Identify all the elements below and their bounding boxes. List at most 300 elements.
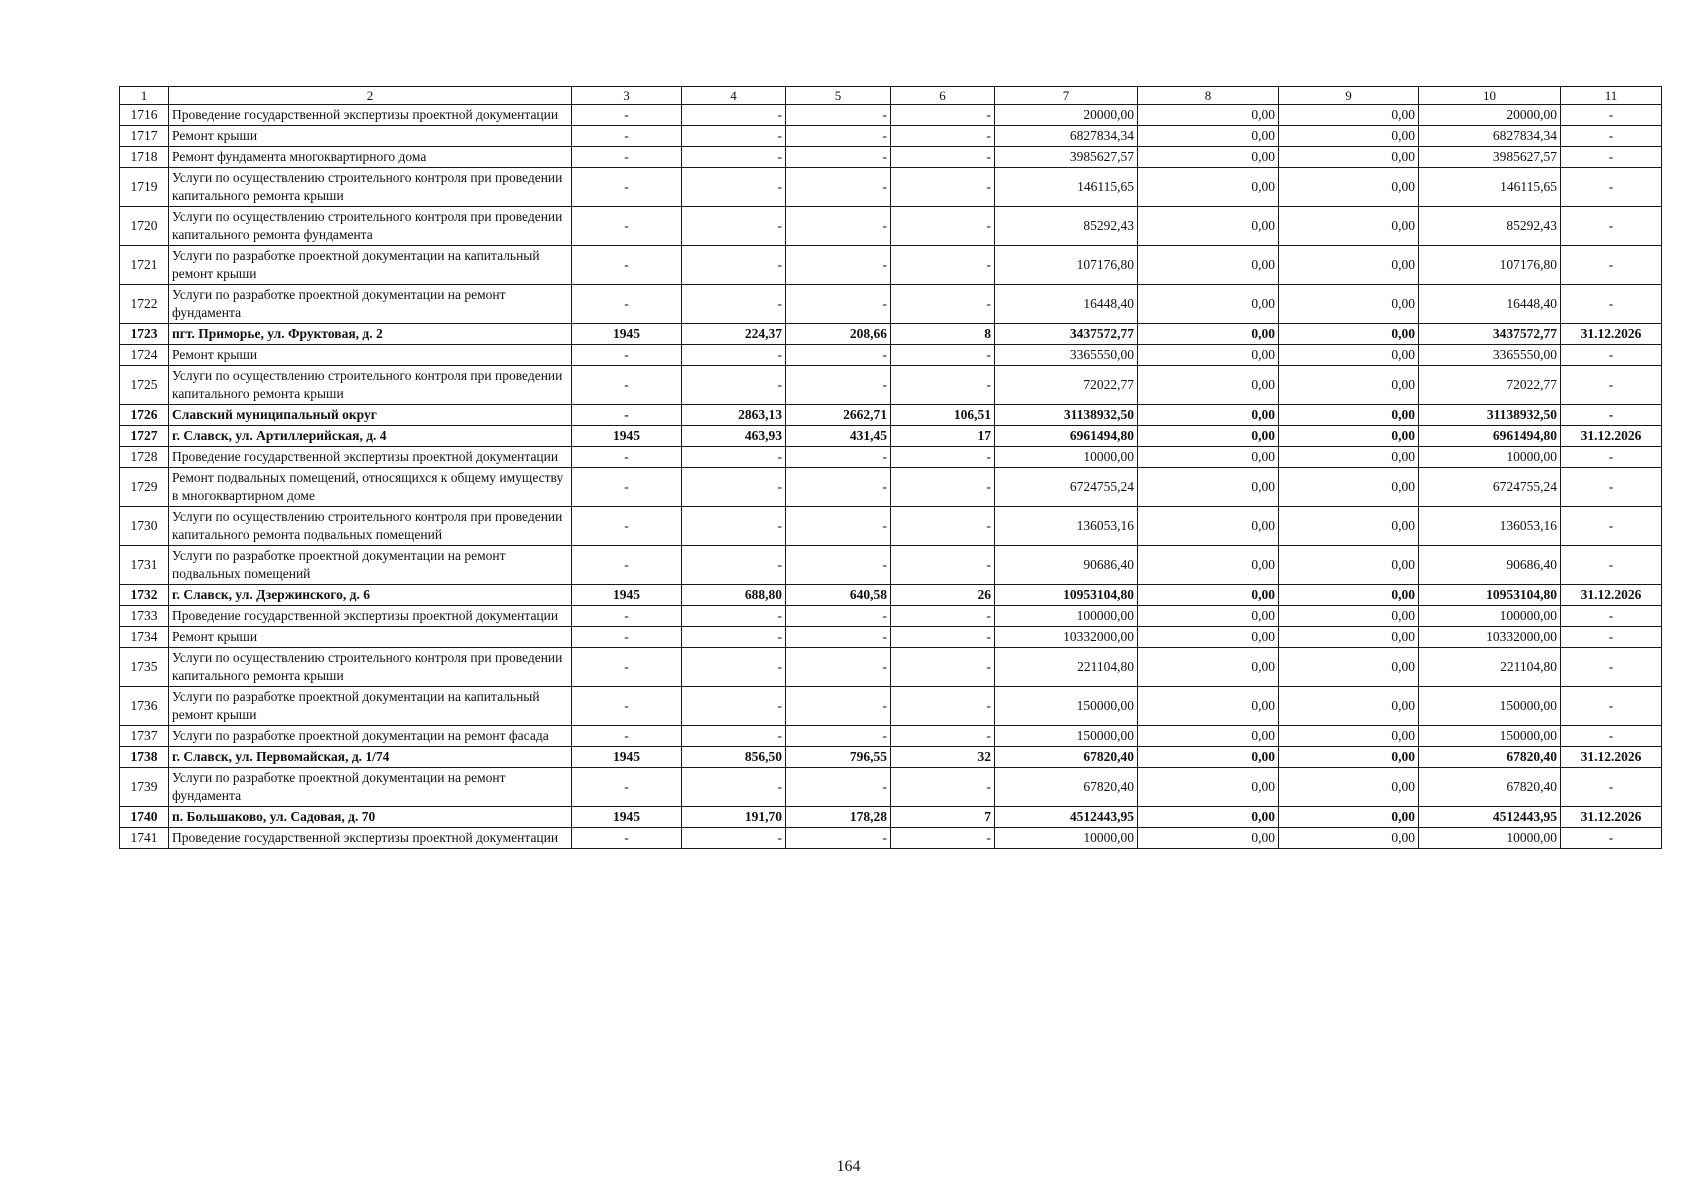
cost-budget-cell: 0,00: [1279, 507, 1419, 546]
row-number: 1728: [120, 447, 169, 468]
area-total-cell: 2863,13: [682, 405, 786, 426]
table-row: [120, 687, 1662, 726]
row-number: 1732: [120, 585, 169, 606]
table-row: [120, 126, 1662, 147]
area-living-cell: -: [786, 468, 891, 507]
table-row: [120, 324, 1662, 345]
row-number: 1721: [120, 246, 169, 285]
year-cell: -: [572, 345, 682, 366]
deadline-cell: 31.12.2026: [1561, 807, 1662, 828]
work-name: Услуги по осуществлению строительного контроля при проведении капитального ремонта крыши: [169, 648, 572, 687]
residents-cell: -: [891, 468, 995, 507]
work-name: Ремонт подвальных помещений, относящихся к общему имуществу в многоквартирном доме: [169, 468, 572, 507]
deadline-cell: -: [1561, 147, 1662, 168]
year-cell: -: [572, 405, 682, 426]
cost-fund-cell: 0,00: [1138, 447, 1279, 468]
cost-owners-cell: 10000,00: [1419, 828, 1561, 849]
work-name: Ремонт фундамента многоквартирного дома: [169, 147, 572, 168]
year-cell: -: [572, 147, 682, 168]
cost-owners-cell: 90686,40: [1419, 546, 1561, 585]
work-name: г. Славск, ул. Первомайская, д. 1/74: [169, 747, 572, 768]
table-row: [120, 828, 1662, 849]
residents-cell: -: [891, 726, 995, 747]
page-number: 164: [836, 1158, 861, 1175]
area-total-cell: 688,80: [682, 585, 786, 606]
cost-budget-cell: 0,00: [1279, 687, 1419, 726]
residents-cell: 8: [891, 324, 995, 345]
cost-fund-cell: 0,00: [1138, 585, 1279, 606]
cost-budget-cell: 0,00: [1279, 168, 1419, 207]
residents-cell: -: [891, 105, 995, 126]
row-number: 1737: [120, 726, 169, 747]
cost-owners-cell: 221104,80: [1419, 648, 1561, 687]
table-row: [120, 648, 1662, 687]
deadline-cell: 31.12.2026: [1561, 324, 1662, 345]
residents-cell: 7: [891, 807, 995, 828]
residents-cell: -: [891, 648, 995, 687]
year-cell: -: [572, 468, 682, 507]
deadline-cell: 31.12.2026: [1561, 747, 1662, 768]
work-name: Услуги по осуществлению строительного контроля при проведении капитального ремонта подвальных помещений: [169, 507, 572, 546]
residents-cell: -: [891, 606, 995, 627]
residents-cell: 32: [891, 747, 995, 768]
deadline-cell: -: [1561, 366, 1662, 405]
cost-total-cell: 20000,00: [995, 105, 1138, 126]
column-header-10: 10: [1419, 87, 1561, 105]
area-living-cell: 796,55: [786, 747, 891, 768]
work-name: Услуги по осуществлению строительного контроля при проведении капитального ремонта крыши: [169, 168, 572, 207]
residents-cell: -: [891, 246, 995, 285]
cost-budget-cell: 0,00: [1279, 546, 1419, 585]
area-living-cell: -: [786, 648, 891, 687]
deadline-cell: -: [1561, 105, 1662, 126]
area-total-cell: -: [682, 126, 786, 147]
year-cell: -: [572, 366, 682, 405]
table-body: [120, 105, 1662, 849]
cost-owners-cell: 3437572,77: [1419, 324, 1561, 345]
table-row: [120, 405, 1662, 426]
cost-owners-cell: 10000,00: [1419, 447, 1561, 468]
work-name: г. Славск, ул. Артиллерийская, д. 4: [169, 426, 572, 447]
work-name: Услуги по разработке проектной документации на ремонт фундамента: [169, 768, 572, 807]
area-total-cell: -: [682, 468, 786, 507]
cost-fund-cell: 0,00: [1138, 426, 1279, 447]
table-row: [120, 606, 1662, 627]
residents-cell: -: [891, 507, 995, 546]
residents-cell: 26: [891, 585, 995, 606]
row-number: 1726: [120, 405, 169, 426]
cost-owners-cell: 20000,00: [1419, 105, 1561, 126]
row-number: 1725: [120, 366, 169, 405]
table-row: [120, 168, 1662, 207]
area-total-cell: 224,37: [682, 324, 786, 345]
row-number: 1731: [120, 546, 169, 585]
cost-budget-cell: 0,00: [1279, 147, 1419, 168]
residents-cell: -: [891, 147, 995, 168]
deadline-cell: -: [1561, 246, 1662, 285]
column-header-11: 11: [1561, 87, 1662, 105]
year-cell: -: [572, 606, 682, 627]
area-total-cell: -: [682, 768, 786, 807]
residents-cell: -: [891, 447, 995, 468]
work-name: Услуги по разработке проектной документации на ремонт фундамента: [169, 285, 572, 324]
area-living-cell: -: [786, 687, 891, 726]
cost-owners-cell: 67820,40: [1419, 747, 1561, 768]
table-row: [120, 105, 1662, 126]
cost-total-cell: 100000,00: [995, 606, 1138, 627]
cost-owners-cell: 150000,00: [1419, 726, 1561, 747]
cost-budget-cell: 0,00: [1279, 585, 1419, 606]
cost-total-cell: 3985627,57: [995, 147, 1138, 168]
work-name: г. Славск, ул. Дзержинского, д. 6: [169, 585, 572, 606]
area-total-cell: -: [682, 726, 786, 747]
cost-total-cell: 136053,16: [995, 507, 1138, 546]
table-row: [120, 426, 1662, 447]
work-name: Славский муниципальный округ: [169, 405, 572, 426]
cost-total-cell: 4512443,95: [995, 807, 1138, 828]
deadline-cell: -: [1561, 828, 1662, 849]
residents-cell: -: [891, 546, 995, 585]
repair-program-table-wrapper: [119, 86, 1661, 849]
cost-fund-cell: 0,00: [1138, 405, 1279, 426]
table-row: [120, 246, 1662, 285]
work-name: Ремонт крыши: [169, 345, 572, 366]
year-cell: -: [572, 246, 682, 285]
deadline-cell: -: [1561, 126, 1662, 147]
table-row: [120, 807, 1662, 828]
repair-program-table: [119, 86, 1662, 849]
cost-budget-cell: 0,00: [1279, 207, 1419, 246]
area-total-cell: 463,93: [682, 426, 786, 447]
work-name: Ремонт крыши: [169, 126, 572, 147]
work-name: Услуги по разработке проектной документации на ремонт подвальных помещений: [169, 546, 572, 585]
area-living-cell: -: [786, 246, 891, 285]
column-header-4: 4: [682, 87, 786, 105]
area-living-cell: -: [786, 345, 891, 366]
row-number: 1736: [120, 687, 169, 726]
work-name: Проведение государственной экспертизы проектной документации: [169, 828, 572, 849]
work-name: Услуги по разработке проектной документации на капитальный ремонт крыши: [169, 246, 572, 285]
area-living-cell: 178,28: [786, 807, 891, 828]
deadline-cell: -: [1561, 405, 1662, 426]
deadline-cell: -: [1561, 687, 1662, 726]
area-living-cell: -: [786, 546, 891, 585]
residents-cell: -: [891, 627, 995, 648]
deadline-cell: 31.12.2026: [1561, 585, 1662, 606]
area-living-cell: -: [786, 105, 891, 126]
cost-total-cell: 150000,00: [995, 687, 1138, 726]
area-total-cell: 856,50: [682, 747, 786, 768]
cost-total-cell: 6827834,34: [995, 126, 1138, 147]
cost-budget-cell: 0,00: [1279, 447, 1419, 468]
cost-fund-cell: 0,00: [1138, 168, 1279, 207]
deadline-cell: -: [1561, 468, 1662, 507]
year-cell: -: [572, 126, 682, 147]
row-number: 1738: [120, 747, 169, 768]
residents-cell: 106,51: [891, 405, 995, 426]
cost-budget-cell: 0,00: [1279, 768, 1419, 807]
column-header-5: 5: [786, 87, 891, 105]
work-name: пгт. Приморье, ул. Фруктовая, д. 2: [169, 324, 572, 345]
area-total-cell: -: [682, 606, 786, 627]
cost-total-cell: 107176,80: [995, 246, 1138, 285]
table-row: [120, 447, 1662, 468]
row-number: 1730: [120, 507, 169, 546]
row-number: 1735: [120, 648, 169, 687]
table-row: [120, 627, 1662, 648]
table-row: [120, 726, 1662, 747]
area-living-cell: -: [786, 828, 891, 849]
row-number: 1724: [120, 345, 169, 366]
area-total-cell: -: [682, 147, 786, 168]
residents-cell: -: [891, 687, 995, 726]
work-name: Проведение государственной экспертизы проектной документации: [169, 105, 572, 126]
cost-fund-cell: 0,00: [1138, 207, 1279, 246]
area-living-cell: -: [786, 147, 891, 168]
cost-fund-cell: 0,00: [1138, 105, 1279, 126]
work-name: Проведение государственной экспертизы проектной документации: [169, 447, 572, 468]
cost-total-cell: 3437572,77: [995, 324, 1138, 345]
cost-owners-cell: 4512443,95: [1419, 807, 1561, 828]
row-number: 1727: [120, 426, 169, 447]
deadline-cell: -: [1561, 345, 1662, 366]
cost-budget-cell: 0,00: [1279, 807, 1419, 828]
cost-total-cell: 10332000,00: [995, 627, 1138, 648]
cost-fund-cell: 0,00: [1138, 246, 1279, 285]
cost-owners-cell: 10953104,80: [1419, 585, 1561, 606]
year-cell: -: [572, 648, 682, 687]
cost-budget-cell: 0,00: [1279, 726, 1419, 747]
cost-total-cell: 16448,40: [995, 285, 1138, 324]
cost-fund-cell: 0,00: [1138, 468, 1279, 507]
residents-cell: 17: [891, 426, 995, 447]
area-living-cell: 431,45: [786, 426, 891, 447]
area-total-cell: -: [682, 345, 786, 366]
table-row: [120, 507, 1662, 546]
cost-budget-cell: 0,00: [1279, 426, 1419, 447]
area-total-cell: -: [682, 207, 786, 246]
cost-fund-cell: 0,00: [1138, 627, 1279, 648]
row-number: 1734: [120, 627, 169, 648]
cost-fund-cell: 0,00: [1138, 726, 1279, 747]
cost-owners-cell: 31138932,50: [1419, 405, 1561, 426]
area-living-cell: -: [786, 627, 891, 648]
row-number: 1718: [120, 147, 169, 168]
cost-budget-cell: 0,00: [1279, 468, 1419, 507]
deadline-cell: -: [1561, 768, 1662, 807]
cost-total-cell: 72022,77: [995, 366, 1138, 405]
table-row: [120, 546, 1662, 585]
row-number: 1720: [120, 207, 169, 246]
row-number: 1719: [120, 168, 169, 207]
deadline-cell: -: [1561, 285, 1662, 324]
cost-owners-cell: 107176,80: [1419, 246, 1561, 285]
cost-budget-cell: 0,00: [1279, 828, 1419, 849]
residents-cell: -: [891, 168, 995, 207]
area-living-cell: -: [786, 606, 891, 627]
cost-owners-cell: 85292,43: [1419, 207, 1561, 246]
work-name: Проведение государственной экспертизы проектной документации: [169, 606, 572, 627]
year-cell: -: [572, 546, 682, 585]
work-name: Услуги по осуществлению строительного контроля при проведении капитального ремонта крыши: [169, 366, 572, 405]
deadline-cell: -: [1561, 507, 1662, 546]
row-number: 1716: [120, 105, 169, 126]
work-name: п. Большаково, ул. Садовая, д. 70: [169, 807, 572, 828]
cost-budget-cell: 0,00: [1279, 648, 1419, 687]
deadline-cell: -: [1561, 168, 1662, 207]
row-number: 1733: [120, 606, 169, 627]
work-name: Услуги по разработке проектной документации на капитальный ремонт крыши: [169, 687, 572, 726]
table-header: [120, 87, 1662, 105]
area-total-cell: -: [682, 246, 786, 285]
row-number: 1717: [120, 126, 169, 147]
area-living-cell: -: [786, 126, 891, 147]
area-living-cell: 640,58: [786, 585, 891, 606]
area-living-cell: -: [786, 285, 891, 324]
column-header-7: 7: [995, 87, 1138, 105]
row-number: 1723: [120, 324, 169, 345]
cost-fund-cell: 0,00: [1138, 606, 1279, 627]
cost-owners-cell: 72022,77: [1419, 366, 1561, 405]
area-total-cell: -: [682, 105, 786, 126]
area-total-cell: -: [682, 447, 786, 468]
row-number: 1739: [120, 768, 169, 807]
cost-fund-cell: 0,00: [1138, 147, 1279, 168]
row-number: 1722: [120, 285, 169, 324]
column-header-9: 9: [1279, 87, 1419, 105]
cost-total-cell: 6724755,24: [995, 468, 1138, 507]
cost-owners-cell: 6961494,80: [1419, 426, 1561, 447]
cost-fund-cell: 0,00: [1138, 546, 1279, 585]
row-number: 1741: [120, 828, 169, 849]
cost-fund-cell: 0,00: [1138, 324, 1279, 345]
area-living-cell: -: [786, 207, 891, 246]
cost-budget-cell: 0,00: [1279, 366, 1419, 405]
cost-total-cell: 6961494,80: [995, 426, 1138, 447]
year-cell: -: [572, 285, 682, 324]
area-total-cell: -: [682, 627, 786, 648]
cost-owners-cell: 6724755,24: [1419, 468, 1561, 507]
cost-fund-cell: 0,00: [1138, 807, 1279, 828]
table-row: [120, 747, 1662, 768]
column-header-6: 6: [891, 87, 995, 105]
cost-budget-cell: 0,00: [1279, 285, 1419, 324]
year-cell: -: [572, 828, 682, 849]
deadline-cell: 31.12.2026: [1561, 426, 1662, 447]
cost-budget-cell: 0,00: [1279, 606, 1419, 627]
cost-total-cell: 10953104,80: [995, 585, 1138, 606]
year-cell: 1945: [572, 585, 682, 606]
year-cell: -: [572, 105, 682, 126]
residents-cell: -: [891, 126, 995, 147]
cost-budget-cell: 0,00: [1279, 324, 1419, 345]
table-row: [120, 585, 1662, 606]
residents-cell: -: [891, 207, 995, 246]
area-living-cell: -: [786, 168, 891, 207]
area-total-cell: -: [682, 507, 786, 546]
area-living-cell: -: [786, 366, 891, 405]
table-row: [120, 468, 1662, 507]
cost-fund-cell: 0,00: [1138, 345, 1279, 366]
area-total-cell: -: [682, 648, 786, 687]
cost-fund-cell: 0,00: [1138, 285, 1279, 324]
cost-fund-cell: 0,00: [1138, 507, 1279, 546]
work-name: Ремонт крыши: [169, 627, 572, 648]
area-total-cell: -: [682, 687, 786, 726]
table-row: [120, 366, 1662, 405]
area-total-cell: 191,70: [682, 807, 786, 828]
year-cell: -: [572, 627, 682, 648]
area-total-cell: -: [682, 366, 786, 405]
area-living-cell: 2662,71: [786, 405, 891, 426]
deadline-cell: -: [1561, 207, 1662, 246]
column-number-row: [120, 87, 1662, 105]
area-living-cell: -: [786, 768, 891, 807]
column-header-8: 8: [1138, 87, 1279, 105]
cost-owners-cell: 3985627,57: [1419, 147, 1561, 168]
residents-cell: -: [891, 366, 995, 405]
cost-owners-cell: 146115,65: [1419, 168, 1561, 207]
cost-owners-cell: 3365550,00: [1419, 345, 1561, 366]
area-living-cell: -: [786, 507, 891, 546]
cost-total-cell: 67820,40: [995, 768, 1138, 807]
cost-fund-cell: 0,00: [1138, 366, 1279, 405]
cost-total-cell: 221104,80: [995, 648, 1138, 687]
year-cell: -: [572, 507, 682, 546]
cost-budget-cell: 0,00: [1279, 627, 1419, 648]
column-header-1: 1: [120, 87, 169, 105]
cost-total-cell: 67820,40: [995, 747, 1138, 768]
area-total-cell: -: [682, 546, 786, 585]
area-total-cell: -: [682, 828, 786, 849]
table-row: [120, 207, 1662, 246]
row-number: 1740: [120, 807, 169, 828]
area-total-cell: -: [682, 168, 786, 207]
deadline-cell: -: [1561, 648, 1662, 687]
table-row: [120, 285, 1662, 324]
cost-budget-cell: 0,00: [1279, 105, 1419, 126]
year-cell: -: [572, 168, 682, 207]
cost-owners-cell: 67820,40: [1419, 768, 1561, 807]
cost-owners-cell: 136053,16: [1419, 507, 1561, 546]
cost-total-cell: 3365550,00: [995, 345, 1138, 366]
cost-budget-cell: 0,00: [1279, 747, 1419, 768]
area-living-cell: 208,66: [786, 324, 891, 345]
column-header-3: 3: [572, 87, 682, 105]
residents-cell: -: [891, 345, 995, 366]
cost-owners-cell: 100000,00: [1419, 606, 1561, 627]
work-name: Услуги по разработке проектной документации на ремонт фасада: [169, 726, 572, 747]
cost-total-cell: 85292,43: [995, 207, 1138, 246]
cost-fund-cell: 0,00: [1138, 126, 1279, 147]
cost-total-cell: 10000,00: [995, 447, 1138, 468]
cost-budget-cell: 0,00: [1279, 345, 1419, 366]
cost-owners-cell: 6827834,34: [1419, 126, 1561, 147]
cost-fund-cell: 0,00: [1138, 648, 1279, 687]
deadline-cell: -: [1561, 546, 1662, 585]
cost-owners-cell: 150000,00: [1419, 687, 1561, 726]
table-row: [120, 768, 1662, 807]
cost-fund-cell: 0,00: [1138, 687, 1279, 726]
table-row: [120, 345, 1662, 366]
cost-total-cell: 10000,00: [995, 828, 1138, 849]
year-cell: 1945: [572, 426, 682, 447]
cost-budget-cell: 0,00: [1279, 126, 1419, 147]
cost-budget-cell: 0,00: [1279, 405, 1419, 426]
residents-cell: -: [891, 768, 995, 807]
area-total-cell: -: [682, 285, 786, 324]
cost-total-cell: 146115,65: [995, 168, 1138, 207]
